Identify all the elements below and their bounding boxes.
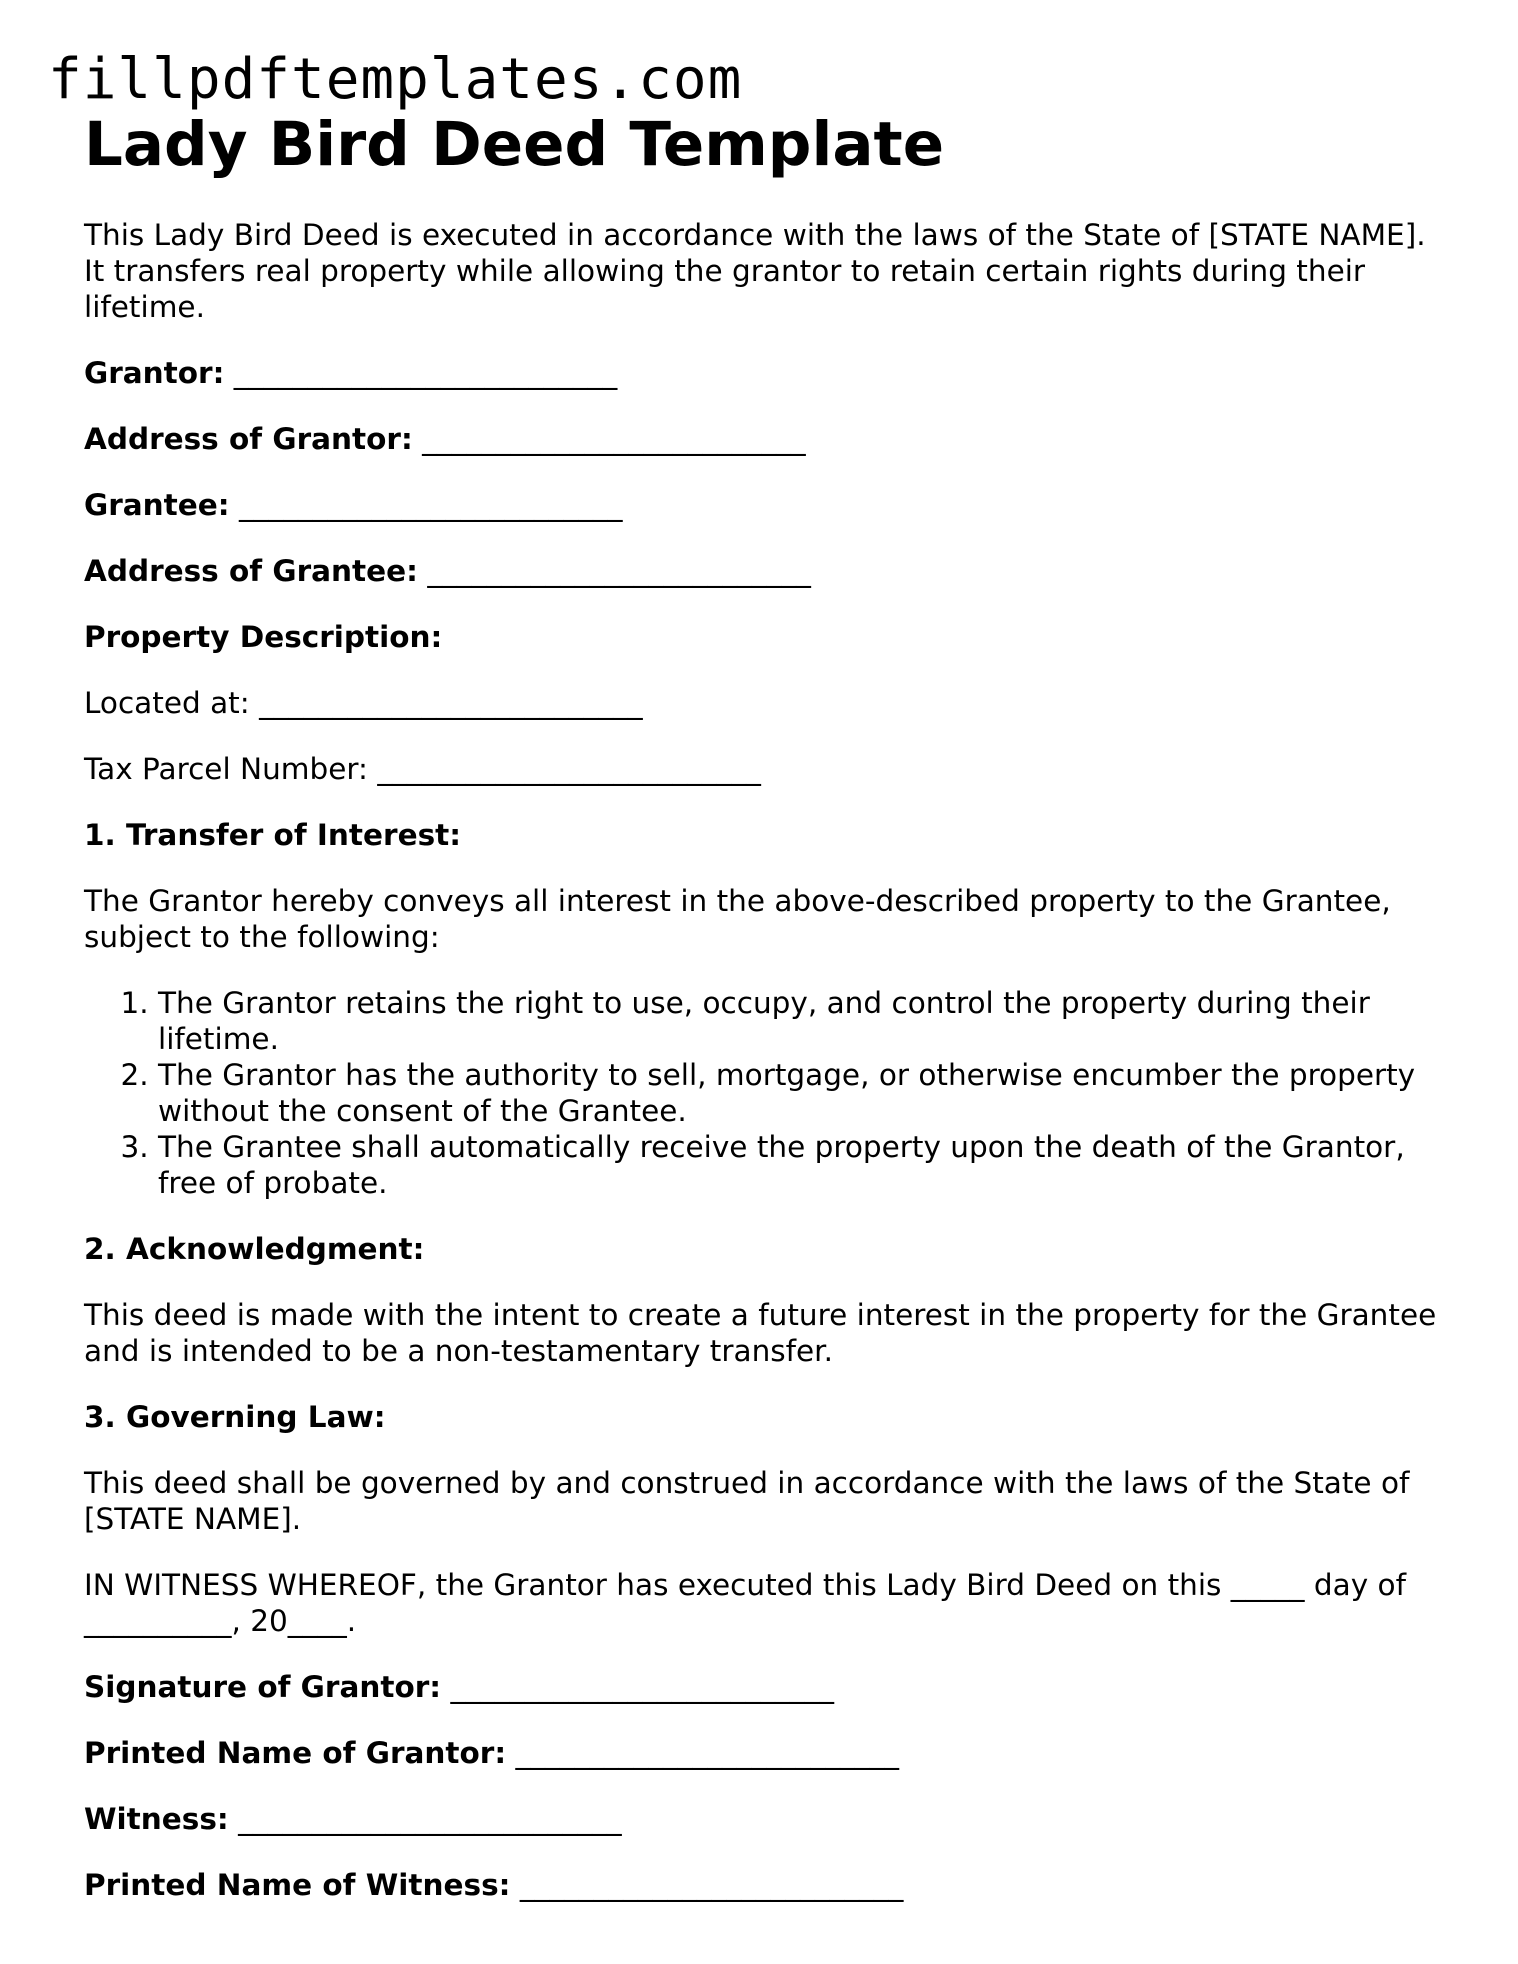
tax-parcel-field <box>84 751 1454 787</box>
document-body <box>84 217 1454 1933</box>
property-heading: Property Description: <box>84 620 443 654</box>
section1-text: The Grantor hereby conveys all interest in the above-described property to the Grantee, subject to the following: <box>84 884 1391 954</box>
address-grantor-blank[interactable]: __________________________ <box>422 422 806 456</box>
site-watermark: fillpdftemplates.com <box>48 47 743 112</box>
tax-parcel-blank[interactable]: __________________________ <box>377 752 761 786</box>
signature-grantor-field <box>84 1669 1454 1705</box>
address-grantee-label: Address of Grantee: <box>84 554 418 588</box>
grantor-field <box>84 355 1454 391</box>
list-item: 1. The Grantor retains the right to use, occupy, and control the property during their lifetime. <box>158 985 1454 1057</box>
section3-text: This deed shall be governed by and construed in accordance with the laws of the State of [STATE NAME]. <box>84 1466 1410 1536</box>
printed-grantor-label: Printed Name of Grantor: <box>84 1736 507 1770</box>
tax-parcel-label: Tax Parcel Number: <box>84 752 368 786</box>
witness-field <box>84 1801 1454 1837</box>
printed-grantor-blank[interactable]: __________________________ <box>515 1736 900 1770</box>
located-at-label: Located at: <box>84 686 250 720</box>
address-grantor-label: Address of Grantor: <box>84 422 413 456</box>
signature-grantor-blank[interactable]: __________________________ <box>450 1670 834 1704</box>
address-grantor-field <box>84 421 1454 457</box>
located-at-blank[interactable]: __________________________ <box>259 686 643 720</box>
printed-grantor-field <box>84 1735 1454 1771</box>
printed-witness-field <box>84 1867 1454 1903</box>
intro-paragraph: This Lady Bird Deed is executed in accordance with the laws of the State of [STATE NAME]. It transfers real property while allowing the grantor to retain certain rights during their lifetime. <box>84 218 1426 324</box>
section2-heading: 2. Acknowledgment: <box>84 1232 425 1266</box>
address-grantee-field <box>84 553 1454 589</box>
section3-heading: 3. Governing Law: <box>84 1400 386 1434</box>
located-at-field <box>84 685 1454 721</box>
address-grantee-blank[interactable]: __________________________ <box>427 554 811 588</box>
page-title: Lady Bird Deed Template <box>84 109 945 180</box>
signature-grantor-label: Signature of Grantor: <box>84 1670 442 1704</box>
section1-heading: 1. Transfer of Interest: <box>84 818 462 852</box>
printed-witness-blank[interactable]: __________________________ <box>519 1868 904 1902</box>
section2-text: This deed is made with the intent to create a future interest in the property for the Grantee and is intended to be a non-testamentary transfer. <box>84 1298 1437 1368</box>
witness-blank[interactable]: __________________________ <box>238 1802 622 1836</box>
grantee-field <box>84 487 1454 523</box>
grantee-label: Grantee: <box>84 488 230 522</box>
grantor-label: Grantor: <box>84 356 225 390</box>
grantor-blank[interactable]: __________________________ <box>233 356 618 390</box>
printed-witness-label: Printed Name of Witness: <box>84 1868 511 1902</box>
grantee-blank[interactable]: __________________________ <box>238 488 623 522</box>
witness-label: Witness: <box>84 1802 229 1836</box>
conditions-list <box>84 985 1454 1201</box>
witness-clause: IN WITNESS WHEREOF, the Grantor has executed this Lady Bird Deed on this _____ day of __________, 20____. <box>84 1568 1406 1638</box>
list-item: 2. The Grantor has the authority to sell, mortgage, or otherwise encumber the property without the consent of the Grantee. <box>158 1057 1454 1129</box>
list-item: 3. The Grantee shall automatically receive the property upon the death of the Grantor, free of probate. <box>158 1129 1454 1201</box>
